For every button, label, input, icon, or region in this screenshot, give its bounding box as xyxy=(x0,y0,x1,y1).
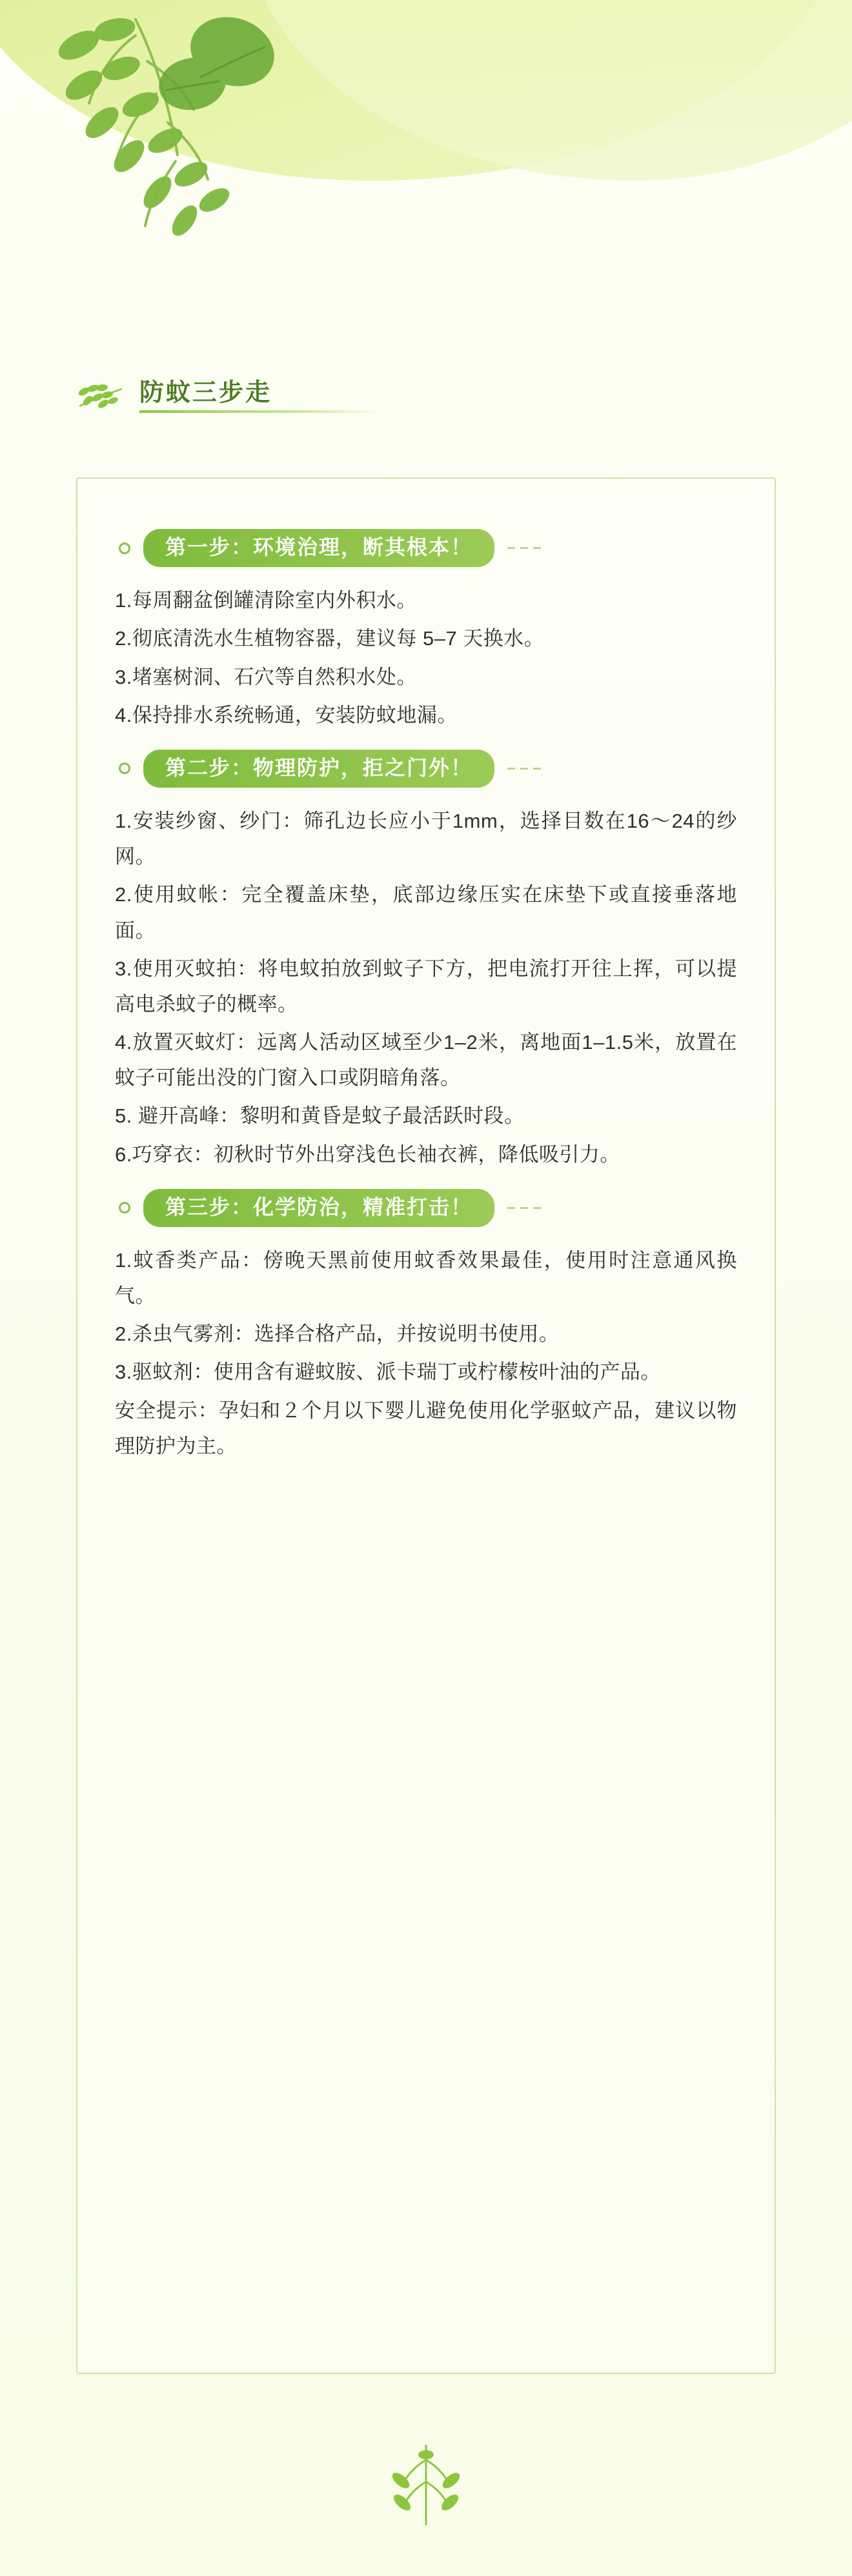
step-pill-1: 第一步：环境治理，断其根本！ xyxy=(143,529,494,567)
list-item: 1.每周翻盆倒罐清除室内外积水。 xyxy=(115,589,417,612)
bottom-decoration xyxy=(0,2408,852,2576)
step-header-1 xyxy=(115,529,737,567)
step-lines-1 xyxy=(115,583,737,733)
safety-note: 安全提示：孕妇和２个月以下婴儿避免使用化学驱蚊产品，建议以物理防护为主。 xyxy=(115,1399,737,1457)
top-banner-decoration xyxy=(0,0,852,277)
content-card xyxy=(76,477,776,2374)
section-heading xyxy=(77,381,272,413)
circle-bullet-icon xyxy=(119,763,130,774)
title-underline xyxy=(139,410,378,413)
list-item: 4.放置灭蚊灯：远离人活动区域至少1–2米，离地面1–1.5米，放置在蚊子可能出没的门窗入口或阴暗角落。 xyxy=(115,1031,737,1090)
circle-bullet-icon xyxy=(119,1202,130,1213)
leaf-branch-icon xyxy=(39,6,400,277)
step-pill-3: 第三步：化学防治，精准打击！ xyxy=(143,1189,494,1227)
list-item: 1.安装纱窗、纱门：筛孔边长应小于1mm，选择目数在16～24的纱网。 xyxy=(115,810,737,868)
step-block-1 xyxy=(115,529,737,733)
circle-bullet-icon xyxy=(119,543,130,554)
step-block-2 xyxy=(115,750,737,1172)
list-item: 3.使用灭蚊拍：将电蚊拍放到蚊子下方，把电流打开往上挥，可以提高电杀蚊子的概率。 xyxy=(115,957,737,1015)
step-block-3 xyxy=(115,1189,737,1464)
page-title: 防蚊三步走 xyxy=(139,379,272,406)
step-header-2 xyxy=(115,750,737,788)
list-item: 6.巧穿衣：初秋时节外出穿浅色长袖衣裤，降低吸引力。 xyxy=(115,1143,620,1166)
list-item: 4.保持排水系统畅通，安装防蚊地漏。 xyxy=(115,703,458,726)
step-lines-3 xyxy=(115,1243,737,1464)
list-item: 3.堵塞树洞、石穴等自然积水处。 xyxy=(115,665,417,688)
list-item: 2.杀虫气雾剂：选择合格产品，并按说明书使用。 xyxy=(115,1323,560,1346)
leaf-sprig-icon xyxy=(77,383,125,411)
step-lines-2 xyxy=(115,803,737,1172)
dash-decoration xyxy=(507,768,541,770)
step-pill-2: 第二步：物理防护，拒之门外！ xyxy=(143,750,494,788)
dash-decoration xyxy=(507,547,541,549)
dash-decoration xyxy=(507,1207,541,1209)
list-item: 1.蚊香类产品：傍晚天黑前使用蚊香效果最佳，使用时注意通风换气。 xyxy=(115,1248,737,1308)
list-item: 2.使用蚊帐：完全覆盖床垫，底部边缘压实在床垫下或直接垂落地面。 xyxy=(115,883,737,942)
list-item: 2.彻底清洗水生植物容器，建议每 5–7 天换水。 xyxy=(115,627,545,650)
step-header-3 xyxy=(115,1189,737,1227)
list-item: 5. 避开高峰：黎明和黄昏是蚊子最活跃时段。 xyxy=(115,1104,525,1128)
leaf-sprig-icon xyxy=(378,2441,474,2531)
list-item: 3.驱蚊剂：使用含有避蚊胺、派卡瑞丁或柠檬桉叶油的产品。 xyxy=(115,1361,661,1384)
